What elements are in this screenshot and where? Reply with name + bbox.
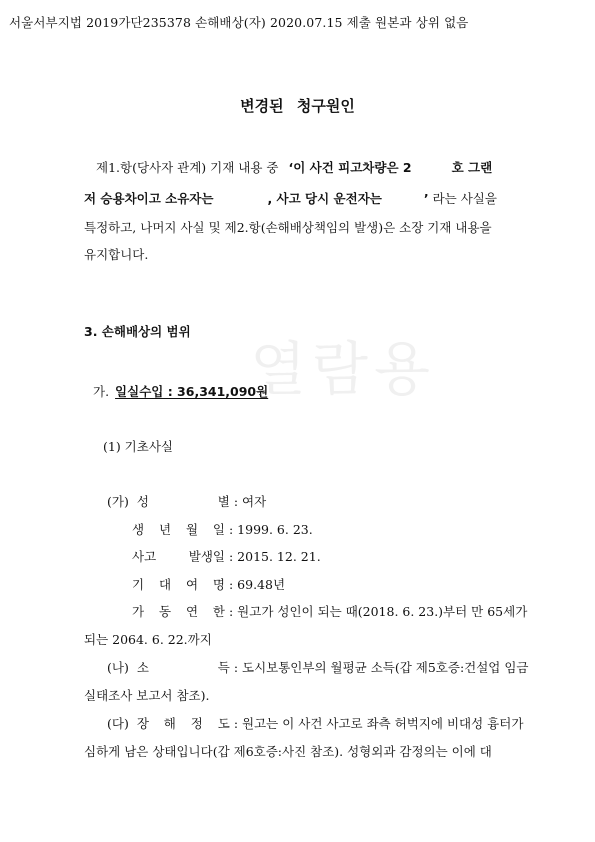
fact-row: 가 동 연 한 : 원고가 성인이 되는 때(2018. 6. 23.)부터 만 65세가 <box>132 604 528 619</box>
fact-value: 원고는 이 사건 사고로 좌측 허벅지에 비대성 흉터가 <box>242 716 524 731</box>
lost-income-total: 일실수입 : 36,341,090원 <box>115 384 269 399</box>
section-title: 3. 손해배상의 범위 <box>84 324 191 339</box>
fact-label: 성 별 <box>136 494 230 509</box>
fact-value: 원고가 성인이 되는 때(2018. 6. 23.)부터 만 65세가 <box>237 604 528 619</box>
fact-row: 사고 발생일 : 2015. 12. 21. <box>132 549 321 564</box>
fact-value: 1999. 6. 23. <box>237 522 313 537</box>
income-continuation: 실태조사 보고서 참조). <box>84 688 210 703</box>
intro-quote: ‘이 사건 피고차량은 2 <box>288 160 412 175</box>
watermark: 열람용 <box>250 335 437 403</box>
fact-label: 장 해 정 도 <box>136 716 230 731</box>
intro-line-3: 특정하고, 나머지 사실 및 제2.항(손해배상책임의 발생)은 소장 기재 내용을 <box>84 220 492 235</box>
sub-prefix: 가. <box>93 384 110 399</box>
intro-text: 라는 사실을 <box>432 191 497 206</box>
sub-heading-1: (1) 기초사실 <box>103 439 173 454</box>
fact-value: 여자 <box>242 494 267 509</box>
fact-value: 69.48년 <box>237 577 286 592</box>
page-title: 변경된 청구원인 <box>240 97 355 115</box>
fact-label: 가 동 연 한 <box>132 604 225 619</box>
fact-row: (가) 성 별 : 여자 <box>107 494 267 509</box>
intro-line-1 <box>84 158 520 176</box>
fact-row: 생 년 월 일 : 1999. 6. 23. <box>132 522 313 537</box>
fact-value: 2015. 12. 21. <box>237 549 321 564</box>
fact-row: 기 대 여 명 : 69.48년 <box>132 577 286 592</box>
intro-line-2 <box>84 189 520 207</box>
intro-quote: 호 그랜 <box>451 160 493 175</box>
fact-prefix: (가) <box>107 494 129 509</box>
income-row: (나) 소 득 : 도시보통인부의 월평균 소득(갑 제5호증:건설업 임금 <box>107 660 529 675</box>
intro-text: 제1.항(당사자 관계) 기재 내용 중 <box>96 160 279 175</box>
sub-heading-ga <box>93 382 268 400</box>
fact-label: 기 대 여 명 <box>132 577 225 592</box>
fact-label: 생 년 월 일 <box>132 522 225 537</box>
fact-prefix: (나) <box>107 660 129 675</box>
disability-continuation: 심하게 남은 상태입니다(갑 제6호증:사진 참조). 성형외과 감정의는 이에 대 <box>84 744 492 759</box>
disability-row: (다) 장 해 정 도 : 원고는 이 사건 사고로 좌측 허벅지에 비대성 흉터가 <box>107 716 524 731</box>
intro-quote: , 사고 당시 운전자는 <box>267 191 382 206</box>
fact-continuation: 되는 2064. 6. 22.까지 <box>84 632 212 647</box>
fact-label: 사고 발생일 <box>132 549 225 564</box>
fact-label: 소 득 <box>136 660 230 675</box>
intro-quote: 저 승용차이고 소유자는 <box>84 191 214 206</box>
fact-prefix: (다) <box>107 716 129 731</box>
fact-value: 도시보통인부의 월평균 소득(갑 제5호증:건설업 임금 <box>242 660 529 675</box>
intro-quote: ’ <box>423 191 429 206</box>
document-header: 서울서부지법 2019가단235378 손해배상(자) 2020.07.15 제출 원본과 상위 없음 <box>9 15 469 30</box>
intro-line-4: 유지합니다. <box>84 247 149 262</box>
